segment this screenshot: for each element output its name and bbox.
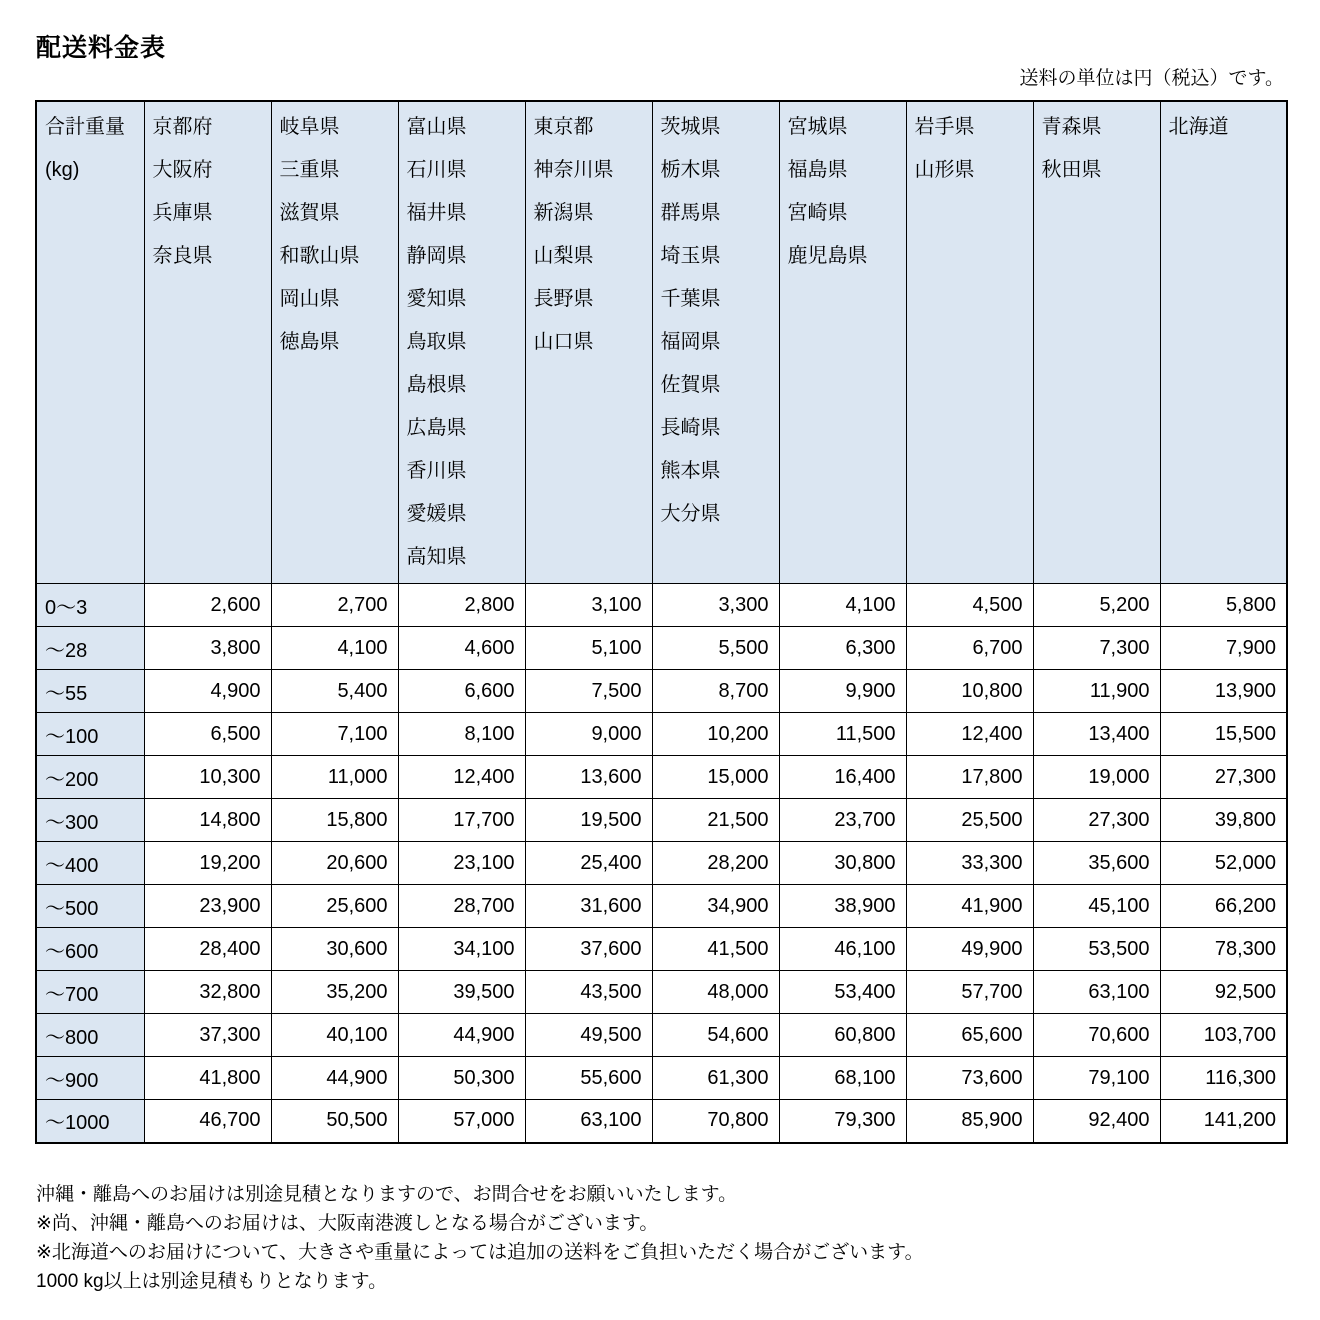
weight-row-label: ～600 [36, 928, 144, 971]
fare-cell: 92,400 [1033, 1100, 1160, 1143]
fare-cell: 4,500 [906, 584, 1033, 627]
fare-cell: 9,000 [525, 713, 652, 756]
prefecture-name: 岡山県 [279, 288, 340, 310]
prefecture-name: 福岡県 [660, 331, 721, 353]
fare-cell: 5,100 [525, 627, 652, 670]
fare-cell: 5,500 [652, 627, 779, 670]
fare-cell: 79,100 [1033, 1057, 1160, 1100]
fare-cell: 44,900 [398, 1014, 525, 1057]
footer-notes [36, 1180, 924, 1296]
fare-cell: 45,100 [1033, 885, 1160, 928]
fare-cell: 16,400 [779, 756, 906, 799]
fare-row [36, 799, 1287, 842]
prefecture-name: 茨城県 [660, 116, 721, 138]
fare-cell: 4,100 [779, 584, 906, 627]
fare-cell: 44,900 [271, 1057, 398, 1100]
prefecture-name: 京都府 [152, 116, 213, 138]
prefecture-name: 静岡県 [406, 245, 467, 267]
fare-cell: 41,800 [144, 1057, 271, 1100]
fare-cell: 34,100 [398, 928, 525, 971]
prefecture-name: 富山県 [406, 116, 467, 138]
region-header-cell [652, 101, 779, 584]
fare-cell: 70,800 [652, 1100, 779, 1143]
fare-row [36, 713, 1287, 756]
fare-cell: 12,400 [398, 756, 525, 799]
prefecture-name: 千葉県 [660, 288, 721, 310]
fare-cell: 50,300 [398, 1057, 525, 1100]
fare-row [36, 928, 1287, 971]
fare-cell: 60,800 [779, 1014, 906, 1057]
fare-cell: 10,800 [906, 670, 1033, 713]
fare-cell: 6,600 [398, 670, 525, 713]
fare-cell: 27,300 [1033, 799, 1160, 842]
weight-row-label: ～700 [36, 971, 144, 1014]
region-header-cell [779, 101, 906, 584]
region-header-cell [144, 101, 271, 584]
fare-cell: 38,900 [779, 885, 906, 928]
fare-row [36, 1057, 1287, 1100]
fare-cell: 46,100 [779, 928, 906, 971]
prefecture-name: 佐賀県 [660, 374, 721, 396]
weight-row-label: ～55 [36, 670, 144, 713]
fare-cell: 15,000 [652, 756, 779, 799]
fare-cell: 103,700 [1160, 1014, 1287, 1057]
fare-cell: 5,400 [271, 670, 398, 713]
fare-cell: 4,600 [398, 627, 525, 670]
prefecture-name: 長野県 [533, 288, 594, 310]
fare-cell: 25,400 [525, 842, 652, 885]
prefecture-name: 山梨県 [533, 245, 594, 267]
fare-cell: 7,100 [271, 713, 398, 756]
fare-cell: 19,500 [525, 799, 652, 842]
weight-row-label: 0～3 [36, 584, 144, 627]
prefecture-name: 北海道 [1168, 116, 1229, 138]
fare-cell: 5,800 [1160, 584, 1287, 627]
fare-cell: 85,900 [906, 1100, 1033, 1143]
fare-cell: 10,300 [144, 756, 271, 799]
fare-cell: 15,800 [271, 799, 398, 842]
fare-cell: 57,000 [398, 1100, 525, 1143]
prefecture-name: 福島県 [787, 159, 848, 181]
shipping-fare-table [35, 100, 1288, 1144]
fare-cell: 30,600 [271, 928, 398, 971]
fare-cell: 3,300 [652, 584, 779, 627]
fare-cell: 68,100 [779, 1057, 906, 1100]
header-row [36, 101, 1287, 584]
region-header-cell [1160, 101, 1287, 584]
page-title: 配送料金表 [36, 34, 167, 62]
weight-row-label: ～500 [36, 885, 144, 928]
fare-cell: 3,800 [144, 627, 271, 670]
weight-row-label: ～800 [36, 1014, 144, 1057]
fare-cell: 28,200 [652, 842, 779, 885]
fare-cell: 7,500 [525, 670, 652, 713]
fare-cell: 73,600 [906, 1057, 1033, 1100]
fare-cell: 78,300 [1160, 928, 1287, 971]
prefecture-name: 鹿児島県 [787, 245, 868, 267]
fare-cell: 12,400 [906, 713, 1033, 756]
prefecture-name: 大分県 [660, 503, 721, 525]
fare-cell: 7,900 [1160, 627, 1287, 670]
fare-cell: 11,500 [779, 713, 906, 756]
fare-cell: 2,700 [271, 584, 398, 627]
region-header-cell [525, 101, 652, 584]
prefecture-name: 奈良県 [152, 245, 213, 267]
fare-cell: 6,300 [779, 627, 906, 670]
fare-cell: 20,600 [271, 842, 398, 885]
fare-cell: 33,300 [906, 842, 1033, 885]
footer-note-line: ※尚、沖縄・離島へのお届けは、大阪南港渡しとなる場合がございます。 [36, 1213, 659, 1234]
weight-row-label: ～900 [36, 1057, 144, 1100]
fare-cell: 70,600 [1033, 1014, 1160, 1057]
fare-cell: 4,900 [144, 670, 271, 713]
prefecture-name: 東京都 [533, 116, 594, 138]
fare-cell: 15,500 [1160, 713, 1287, 756]
fare-cell: 49,500 [525, 1014, 652, 1057]
prefecture-name: 香川県 [406, 460, 467, 482]
weight-header-cell [36, 101, 144, 584]
fare-cell: 43,500 [525, 971, 652, 1014]
fare-cell: 19,200 [144, 842, 271, 885]
fare-cell: 57,700 [906, 971, 1033, 1014]
prefecture-name: 高知県 [406, 546, 467, 568]
fare-cell: 9,900 [779, 670, 906, 713]
fare-cell: 17,700 [398, 799, 525, 842]
prefecture-name: 山形県 [914, 159, 975, 181]
fare-row [36, 971, 1287, 1014]
fare-cell: 13,400 [1033, 713, 1160, 756]
weight-row-label: ～1000 [36, 1100, 144, 1143]
fare-cell: 23,700 [779, 799, 906, 842]
fare-cell: 35,600 [1033, 842, 1160, 885]
region-header-cell [906, 101, 1033, 584]
fare-cell: 7,300 [1033, 627, 1160, 670]
fare-row [36, 1100, 1287, 1143]
fare-cell: 31,600 [525, 885, 652, 928]
fare-cell: 30,800 [779, 842, 906, 885]
fare-row [36, 670, 1287, 713]
fare-cell: 6,700 [906, 627, 1033, 670]
weight-row-label: ～100 [36, 713, 144, 756]
fare-cell: 13,900 [1160, 670, 1287, 713]
fare-cell: 116,300 [1160, 1057, 1287, 1100]
prefecture-name: 福井県 [406, 202, 467, 224]
fare-cell: 25,600 [271, 885, 398, 928]
prefecture-name: 埼玉県 [660, 245, 721, 267]
prefecture-name: 群馬県 [660, 202, 721, 224]
prefecture-name: 愛媛県 [406, 503, 467, 525]
weight-row-label: ～28 [36, 627, 144, 670]
fare-cell: 4,100 [271, 627, 398, 670]
fare-cell: 66,200 [1160, 885, 1287, 928]
prefecture-name: 神奈川県 [533, 159, 614, 181]
fare-cell: 53,500 [1033, 928, 1160, 971]
weight-row-label: ～200 [36, 756, 144, 799]
fare-cell: 11,900 [1033, 670, 1160, 713]
fare-cell: 23,100 [398, 842, 525, 885]
fare-row [36, 627, 1287, 670]
fare-cell: 48,000 [652, 971, 779, 1014]
weight-header-line: (kg) [45, 159, 80, 181]
fare-cell: 52,000 [1160, 842, 1287, 885]
prefecture-name: 岩手県 [914, 116, 975, 138]
fare-cell: 34,900 [652, 885, 779, 928]
fare-cell: 46,700 [144, 1100, 271, 1143]
prefecture-name: 和歌山県 [279, 245, 360, 267]
fare-cell: 50,500 [271, 1100, 398, 1143]
fare-table-head [36, 101, 1287, 584]
fare-cell: 28,400 [144, 928, 271, 971]
fare-cell: 92,500 [1160, 971, 1287, 1014]
fare-cell: 3,100 [525, 584, 652, 627]
fare-cell: 6,500 [144, 713, 271, 756]
fare-cell: 5,200 [1033, 584, 1160, 627]
prefecture-name: 兵庫県 [152, 202, 213, 224]
unit-note: 送料の単位は円（税込）です。 [1019, 68, 1284, 89]
fare-cell: 65,600 [906, 1014, 1033, 1057]
fare-cell: 37,600 [525, 928, 652, 971]
prefecture-name: 熊本県 [660, 460, 721, 482]
fare-cell: 53,400 [779, 971, 906, 1014]
footer-note-line: 1000 kg以上は別途見積もりとなります。 [36, 1271, 388, 1292]
fare-cell: 49,900 [906, 928, 1033, 971]
fare-cell: 32,800 [144, 971, 271, 1014]
fare-cell: 2,600 [144, 584, 271, 627]
prefecture-name: 秋田県 [1041, 159, 1102, 181]
fare-table-body [36, 584, 1287, 1143]
fare-row [36, 584, 1287, 627]
prefecture-name: 徳島県 [279, 331, 340, 353]
region-header-cell [271, 101, 398, 584]
fare-cell: 55,600 [525, 1057, 652, 1100]
fare-cell: 37,300 [144, 1014, 271, 1057]
fare-row [36, 1014, 1287, 1057]
fare-row [36, 842, 1287, 885]
prefecture-name: 島根県 [406, 374, 467, 396]
prefecture-name: 宮城県 [787, 116, 848, 138]
prefecture-name: 滋賀県 [279, 202, 340, 224]
fare-cell: 40,100 [271, 1014, 398, 1057]
prefecture-name: 鳥取県 [406, 331, 467, 353]
fare-cell: 35,200 [271, 971, 398, 1014]
fare-cell: 41,900 [906, 885, 1033, 928]
prefecture-name: 新潟県 [533, 202, 594, 224]
prefecture-name: 愛知県 [406, 288, 467, 310]
fare-cell: 13,600 [525, 756, 652, 799]
weight-row-label: ～400 [36, 842, 144, 885]
fare-cell: 63,100 [1033, 971, 1160, 1014]
footer-note-line: 沖縄・離島へのお届けは別途見積となりますので、お問合せをお願いいたします。 [36, 1184, 738, 1205]
prefecture-name: 長崎県 [660, 417, 721, 439]
fare-cell: 41,500 [652, 928, 779, 971]
prefecture-name: 三重県 [279, 159, 340, 181]
fare-cell: 10,200 [652, 713, 779, 756]
fare-cell: 25,500 [906, 799, 1033, 842]
fare-cell: 54,600 [652, 1014, 779, 1057]
fare-cell: 79,300 [779, 1100, 906, 1143]
fare-row [36, 885, 1287, 928]
fare-cell: 11,000 [271, 756, 398, 799]
footer-note-line: ※北海道へのお届けについて、大きさや重量によっては追加の送料をご負担いただく場合がございます。 [36, 1242, 924, 1263]
prefecture-name: 石川県 [406, 159, 467, 181]
prefecture-name: 広島県 [406, 417, 467, 439]
fare-cell: 141,200 [1160, 1100, 1287, 1143]
fare-cell: 39,800 [1160, 799, 1287, 842]
prefecture-name: 宮崎県 [787, 202, 848, 224]
prefecture-name: 大阪府 [152, 159, 213, 181]
fare-cell: 63,100 [525, 1100, 652, 1143]
fare-cell: 39,500 [398, 971, 525, 1014]
fare-cell: 27,300 [1160, 756, 1287, 799]
fare-cell: 8,100 [398, 713, 525, 756]
fare-cell: 8,700 [652, 670, 779, 713]
fare-row [36, 756, 1287, 799]
fare-cell: 14,800 [144, 799, 271, 842]
fare-cell: 21,500 [652, 799, 779, 842]
prefecture-name: 青森県 [1041, 116, 1102, 138]
prefecture-name: 栃木県 [660, 159, 721, 181]
prefecture-name: 山口県 [533, 331, 594, 353]
fare-cell: 17,800 [906, 756, 1033, 799]
fare-cell: 28,700 [398, 885, 525, 928]
fare-cell: 19,000 [1033, 756, 1160, 799]
weight-header-line: 合計重量 [45, 116, 125, 138]
fare-cell: 23,900 [144, 885, 271, 928]
fare-cell: 2,800 [398, 584, 525, 627]
region-header-cell [1033, 101, 1160, 584]
weight-row-label: ～300 [36, 799, 144, 842]
prefecture-name: 岐阜県 [279, 116, 340, 138]
region-header-cell [398, 101, 525, 584]
fare-cell: 61,300 [652, 1057, 779, 1100]
